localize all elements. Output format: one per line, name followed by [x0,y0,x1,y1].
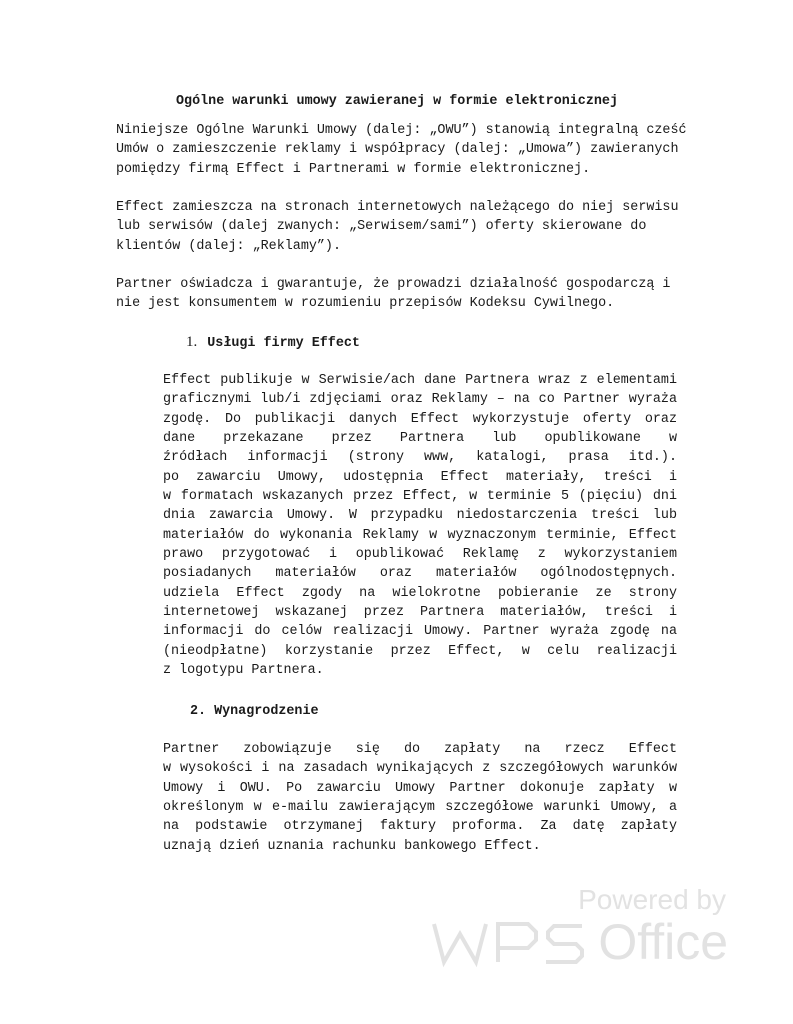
section-heading-1 [186,333,360,353]
text-line: internetowej wskazanej przez Partnera materiałów, treści i [163,605,677,621]
section-body-2 [163,740,677,856]
text-line: klientów (dalej: „Reklamy”). [116,238,341,254]
document-title: Ogólne warunki umowy zawieranej w formie elektronicznej [176,94,618,109]
watermark-office: Office [598,914,728,970]
text-line: udziela Effect zgody na wielokrotne pobieranie ze strony [163,585,677,601]
text-line: określonym w e-mailu zawierającym szczegółowe warunki Umowy, a [163,800,677,816]
text-line: Effect zamieszcza na stronach internetowych należącego do niej serwisu [116,200,679,215]
text-line: nie jest konsumentem w rozumieniu przepisów Kodeksu Cywilnego. [116,296,615,312]
text-line: prawo przygotować i opublikować Reklamę z wykorzystaniem [163,547,677,563]
text-line: źródłach informacji (strony www, katalogi, prasa itd.). [163,450,677,466]
section-number: 1. [186,334,198,350]
text-line: materiałów do wykonania Reklamy w wyznaczonym terminie, Effect [163,527,677,543]
text-line: informacji do celów realizacji Umowy. Partner wyraża zgodę na [163,624,677,640]
text-line: lub serwisów (dalej zwanych: „Serwisem/sami”) oferty skierowane do [116,219,647,235]
text-line: Effect publikuje w Serwisie/ach dane Partnera wraz z elementami [163,373,677,388]
text-line: po zawarciu Umowy, udostępnia Effect materiały, treści i [163,469,677,485]
section-body-1 [163,371,677,681]
text-line: dane przekazane przez Partnera lub opublikowane w [163,431,677,447]
section-number: 2. [190,704,207,719]
text-line: pomiędzy firmą Effect i Partnerami w formie elektronicznej. [116,161,591,177]
text-line: Partner zobowiązuje się do zapłaty na rzecz Effect [163,742,677,757]
text-line: z logotypu Partnera. [163,663,324,679]
section-title: Wynagrodzenie [214,704,319,719]
text-line: w wysokości i na zasadach wynikających z szczegółowych warunków [163,761,677,777]
text-line: posiadanych materiałów oraz materiałów ogólnodostępnych. [163,566,677,582]
text-line: dnia zawarcia Umowy. W przypadku niedostarczenia treści lub [163,508,677,524]
text-line: uznają dzień uznania rachunku bankowego Effect. [163,838,541,854]
text-line: Niniejsze Ogólne Warunki Umowy (dalej: „OWU”) stanowią integralną cześć [116,123,687,138]
section-heading-2 [190,702,319,721]
intro-paragraph-1 [116,121,687,179]
wps-office-watermark [430,884,730,974]
intro-paragraph-2 [116,198,678,256]
intro-paragraph-3 [116,275,678,314]
text-line: Umów o zamieszczenie reklamy i współpracy (dalej: „Umowa”) zawieranych [116,142,679,158]
text-line: graficznymi lub/i zdjęciami oraz Reklamy – na co Partner wyraża [163,392,677,408]
watermark-powered-by: Powered by [578,884,726,915]
text-line: Umowy i OWU. Po zawarciu Umowy Partner dokonuje zapłaty w [163,780,677,796]
text-line: w formatach wskazanych przez Effect, w terminie 5 (pięciu) dni [163,489,677,505]
text-line: (nieodpłatne) korzystanie przez Effect, w celu realizacji [163,643,677,659]
text-line: na podstawie otrzymanej faktury proforma. Za datę zapłaty [163,819,677,835]
text-line: zgodę. Do publikacji danych Effect wykorzystuje oferty oraz [163,411,677,427]
text-line: Partner oświadcza i gwarantuje, że prowadzi działalność gospodarczą i [116,277,671,292]
section-title: Usługi firmy Effect [207,336,360,351]
